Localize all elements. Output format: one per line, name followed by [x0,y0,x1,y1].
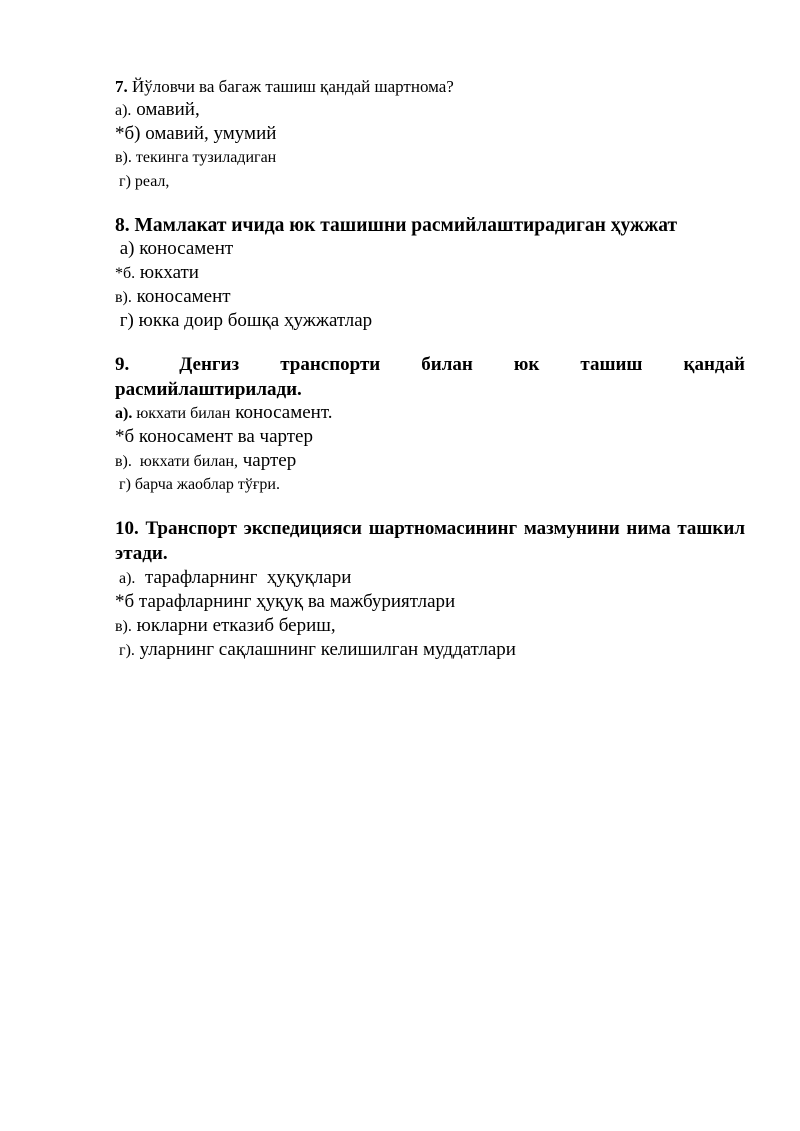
answer-prefix: г) [115,476,131,493]
answer-text-small: юкхати билан, [131,453,238,470]
answer-text-small: юкхати билан [132,405,231,422]
answer-a [115,237,745,261]
question-text: Йўловчи ва багаж ташиш қандай шартнома? [127,77,454,96]
answer-text: тарафларнинг ҳуқуқ ва мажбуриятлари [134,591,456,612]
answer-text: омавий, [131,99,200,120]
answer-b-correct [115,590,745,614]
answer-text: чартер [238,450,297,471]
document-page [115,74,745,681]
answer-text: коносамент. [230,402,333,423]
answer-prefix: г) [115,310,134,331]
answer-prefix: а). [115,405,133,422]
question-8 [115,213,745,333]
question-10 [115,516,745,662]
question-9 [115,352,745,497]
answer-prefix: в). [115,453,132,470]
answer-b-correct [115,122,745,146]
question-text-line1 [129,352,745,377]
question-title [115,516,745,566]
question-word-2: билан [421,354,473,375]
question-title-line1 [115,352,745,377]
question-word-0: Денгиз [179,354,240,375]
answer-prefix: г). [115,642,135,659]
answer-prefix: *б [115,426,135,447]
answer-v [115,285,745,309]
answer-b-correct [115,425,745,449]
answer-a [115,98,745,122]
question-text: Мамлакат ичида юк ташишни расмийлаштирадиган ҳужжат [129,215,678,236]
answer-g [115,309,745,333]
answer-prefix: а). [115,102,132,119]
answer-prefix: г) [115,173,131,190]
question-number: 8. [115,215,130,236]
answer-text: коносамент [131,286,231,307]
question-text: Транспорт экспедицияси шартномасининг мазмунини нима ташкил этади. [115,518,745,564]
answer-text: омавий, умумий [140,123,277,144]
answer-prefix: в). [115,289,132,306]
question-7 [115,74,745,194]
question-number: 7. [115,77,128,96]
question-word-1: транспорти [280,354,381,375]
answer-prefix: в). [115,149,132,166]
answer-v [115,146,745,170]
answer-prefix: *б) [115,123,141,144]
answer-prefix: а). [115,570,136,587]
answer-prefix: в). [115,618,132,635]
answer-text: юкхати [135,262,199,283]
answer-text: реал, [130,173,170,190]
answer-prefix: *б [115,591,135,612]
question-text-line2: расмийлаштирилади. [115,379,302,400]
question-word-5: қандай [683,354,745,375]
answer-prefix: *б. [115,265,136,282]
answer-text: коносамент [134,238,234,259]
answer-text: коносамент ва чартер [134,426,313,447]
question-word-3: юк [513,354,540,375]
question-title [115,213,745,237]
question-title-line2 [115,377,745,401]
question-title [115,74,745,98]
answer-g [115,473,745,497]
answer-text: текинга тузиладиган [131,149,277,166]
answer-a [115,566,745,590]
answer-v [115,614,745,638]
question-word-4: ташиш [580,354,643,375]
answer-b-correct [115,261,745,285]
answer-text-small: барча жаоблар тўғри. [130,476,280,493]
answer-text: юкларни етказиб бериш, [131,615,336,636]
question-number: 10. [115,518,139,539]
answer-text: юкка доир бошқа ҳужжатлар [133,310,373,331]
question-number: 9. [115,354,130,375]
answer-g [115,638,745,662]
answer-text: уларнинг сақлашнинг келишилган муддатлари [134,639,516,660]
answer-a [115,401,745,425]
answer-prefix: а) [115,238,135,259]
answer-text: тарафларнинг ҳуқуқлари [135,567,352,588]
answer-v [115,449,745,473]
answer-g [115,170,745,194]
